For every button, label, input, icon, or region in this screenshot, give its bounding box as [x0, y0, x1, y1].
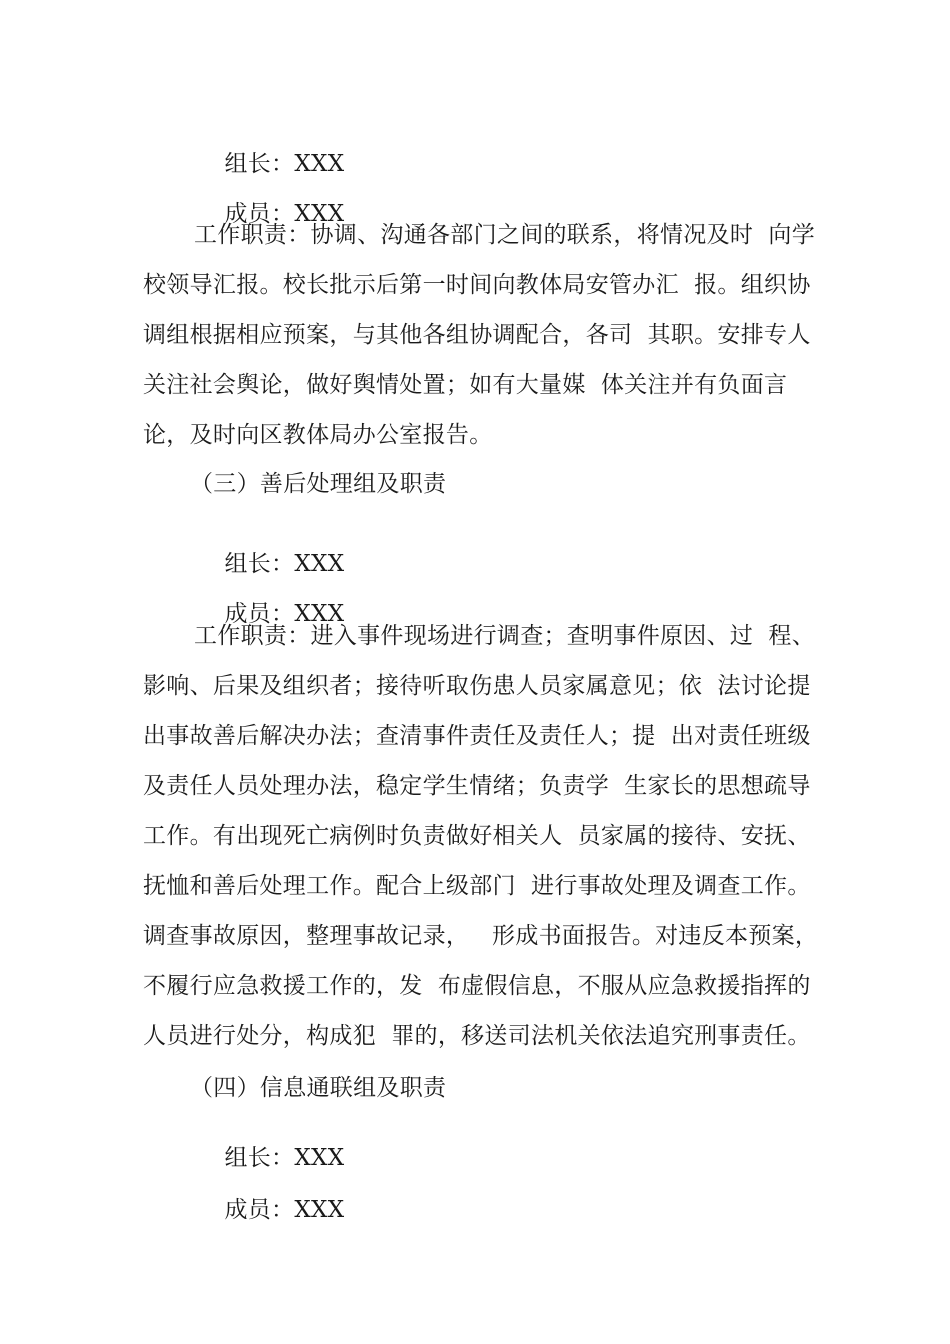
section2-duty-line: 校领导汇报。校长批示后第一时间向教体局安管办汇 报。组织协 [143, 272, 811, 298]
section3-duty-line: 出事故善后解决办法；查清事件责任及责任人；提 出对责任班级 [143, 723, 811, 749]
section2-duty-line: 工作职责：协调、沟通各部门之间的联系，将情况及时 向学 [194, 222, 816, 248]
leader-value: XXX [294, 151, 345, 177]
section2-duty-line: 关注社会舆论，做好舆情处置；如有大量媒 体关注并有负面言 [143, 372, 788, 398]
section3-duty-line: 不履行应急救援工作的，发 布虚假信息，不服从应急救援指挥的 [143, 973, 811, 999]
leader-value: XXX [294, 1145, 345, 1171]
section3-duty-line: 抚恤和善后处理工作。配合上级部门 进行事故处理及调查工作。 [143, 873, 811, 899]
section3-heading: （三）善后处理组及职责 [190, 471, 447, 497]
leader-label: 组长： [224, 151, 295, 177]
section2-duty-line: 调组根据相应预案，与其他各组协调配合，各司 其职。安排专人 [143, 322, 811, 348]
leader-label: 组长： [224, 1145, 295, 1171]
section4-members [194, 1165, 344, 1255]
section3-duty-line: 人员进行处分，构成犯 罪的，移送司法机关依法追究刑事责任。 [143, 1023, 811, 1049]
leader-value: XXX [294, 551, 345, 577]
section3-duty-line: 调查事故原因，整理事故记录， 形成书面报告。对违反本预案， [143, 923, 819, 949]
section3-duty-line: 工作职责：进入事件现场进行调查；查明事件原因、过 程、 [194, 623, 816, 649]
members-label: 成员： [224, 201, 295, 227]
members-label: 成员： [224, 1197, 295, 1223]
section2-duty-line: 论，及时向区教体局办公室报告。 [143, 422, 493, 448]
members-value: XXX [294, 201, 345, 227]
leader-label: 组长： [224, 551, 295, 577]
section3-duty-line: 及责任人员处理办法，稳定学生情绪；负责学 生家长的思想疏导 [143, 773, 811, 799]
section4-heading: （四）信息通联组及职责 [190, 1075, 447, 1101]
section3-duty-line: 影响、后果及组织者；接待听取伤患人员家属意见；依 法讨论提 [143, 673, 811, 699]
members-value: XXX [294, 1197, 345, 1223]
members-label: 成员： [224, 601, 295, 627]
section3-duty-line: 工作。有出现死亡病例时负责做好相关人 员家属的接待、安抚、 [143, 823, 811, 849]
members-value: XXX [294, 601, 345, 627]
